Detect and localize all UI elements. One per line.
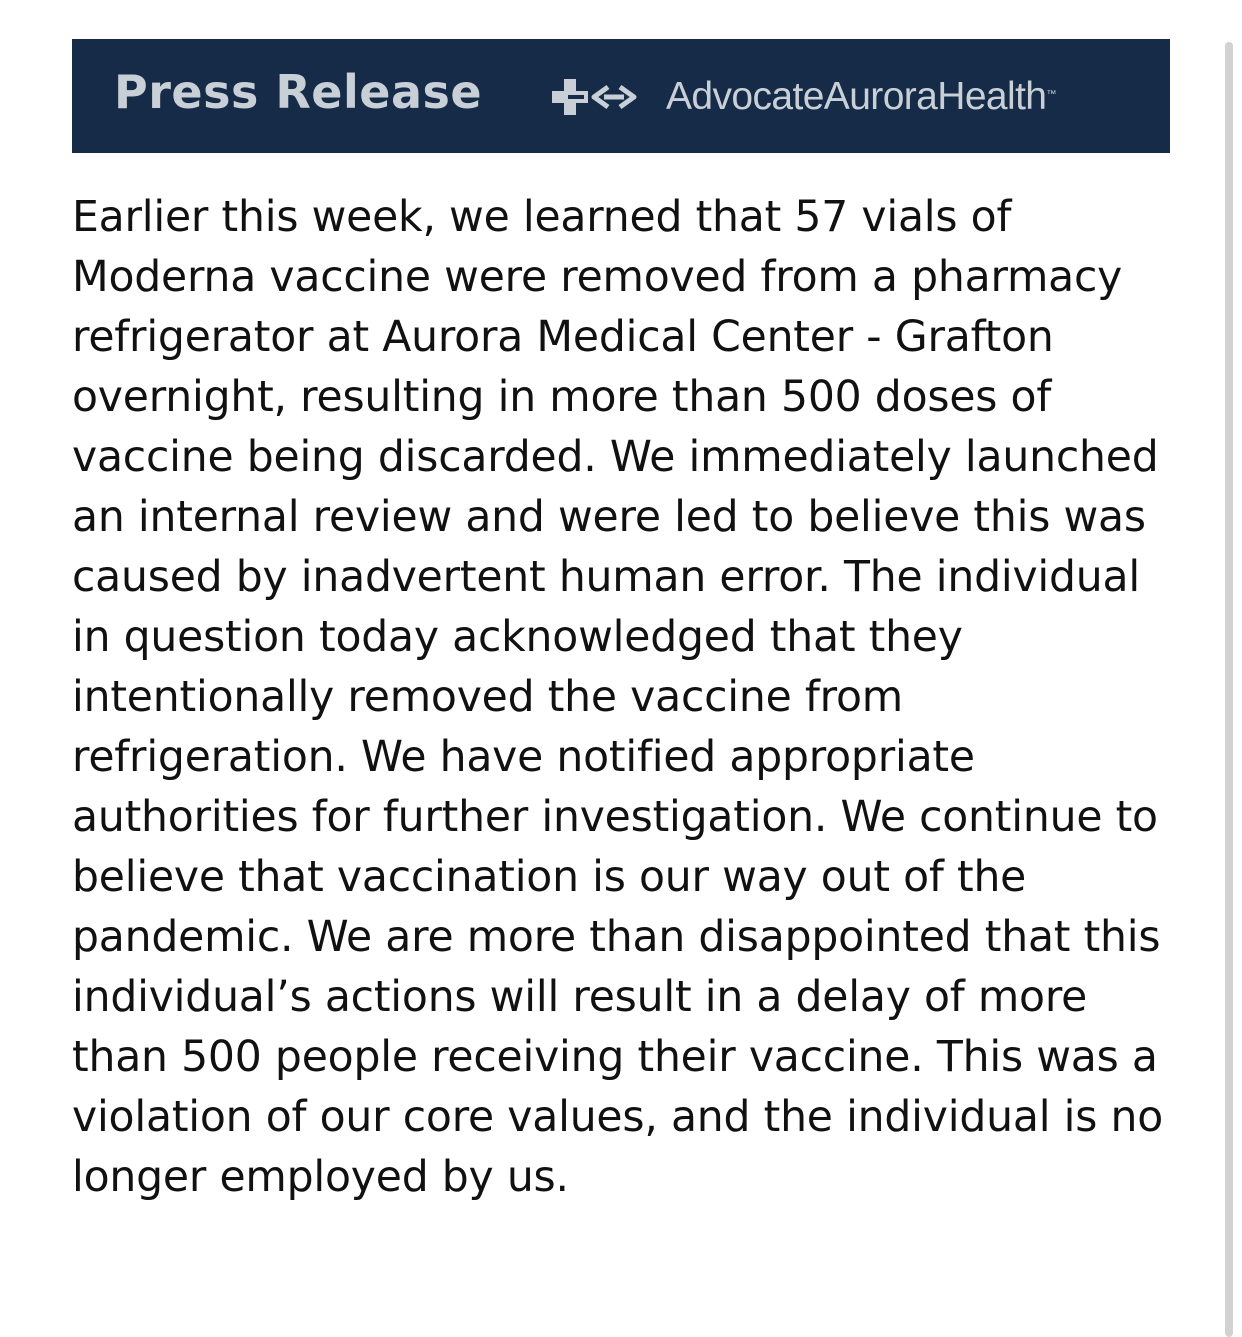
logo-trademark: ™ bbox=[1046, 89, 1057, 100]
scrollbar[interactable] bbox=[1225, 42, 1233, 1337]
banner-title: Press Release bbox=[114, 65, 483, 119]
cross-and-link-icon bbox=[550, 73, 668, 121]
logo-text: AdvocateAuroraHealth bbox=[666, 75, 1047, 118]
advocate-aurora-health-logo bbox=[550, 73, 1056, 121]
press-release-banner bbox=[72, 39, 1170, 153]
press-statement: Earlier this week, we learned that 57 vials of Moderna vaccine were removed from a pharmacy refrigerator at Aurora Medical Center - Grafton overnight, resulting in more than 500 doses of vaccine being discarded. We immediately launched an internal review and were led to believe this was caused by inadvertent human error. The individual in question today acknowledged that they intentionally removed the vaccine from refrigeration. We have notified appropriate authorities for further investigation. We continue to believe that vaccination is our way out of the pandemic. We are more than disappointed that this individual’s actions will result in a delay of more than 500 people receiving their vaccine. This was a violation of our core values, and the individual is no longer employed by us. bbox=[72, 193, 1164, 1202]
